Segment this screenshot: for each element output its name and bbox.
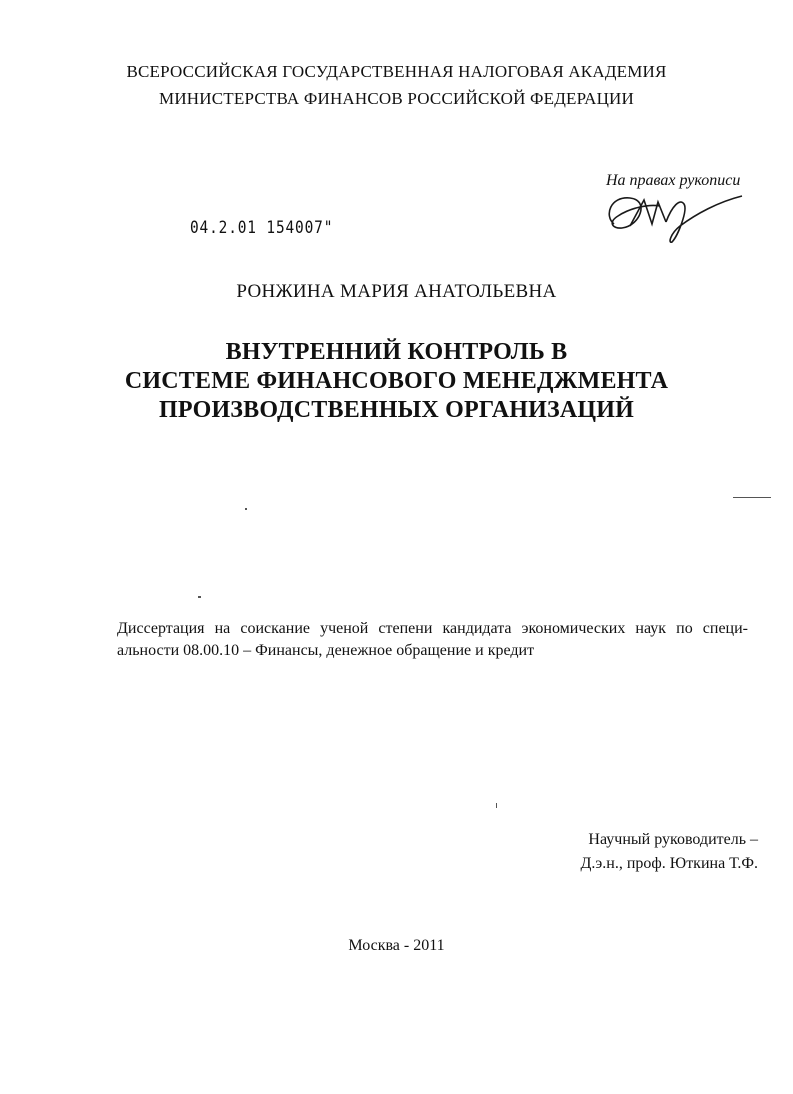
dissertation-line-1: Диссертация на соискание ученой степени кандидата экономических наук по специ- (117, 620, 748, 637)
scan-mark (733, 497, 771, 498)
dissertation-line-2: альности 08.00.10 – Финансы, денежное обращение и кредит (117, 642, 535, 659)
title-line-1: ВНУТРЕННИЙ КОНТРОЛЬ В (225, 339, 568, 365)
manuscript-note: На правах рукописи (606, 172, 741, 189)
scan-speck (245, 508, 247, 510)
scan-speck (198, 596, 201, 598)
institution-line-1: ВСЕРОССИЙСКАЯ ГОСУДАРСТВЕННАЯ НАЛОГОВАЯ АКАДЕМИЯ (126, 62, 667, 81)
author-name: РОНЖИНА МАРИЯ АНАТОЛЬЕВНА (236, 281, 557, 302)
signature (600, 186, 750, 246)
dissertation-statement (117, 618, 748, 662)
supervisor-block (460, 828, 758, 876)
registration-stamp: 04.2.01 154007" (190, 218, 334, 238)
institution-line-2: МИНИСТЕРСТВА ФИНАНСОВ РОССИЙСКОЙ ФЕДЕРАЦИИ (159, 89, 634, 108)
supervisor-role: Научный руководитель – (588, 831, 758, 848)
title-line-3: ПРОИЗВОДСТВЕННЫХ ОРГАНИЗАЦИЙ (158, 397, 635, 423)
supervisor-name: Д.э.н., проф. Юткина Т.Ф. (580, 855, 758, 872)
scan-speck (496, 803, 497, 808)
place-year: Москва - 2011 (348, 937, 445, 954)
title-line-2: СИСТЕМЕ ФИНАНСОВОГО МЕНЕДЖМЕНТА (124, 368, 669, 394)
